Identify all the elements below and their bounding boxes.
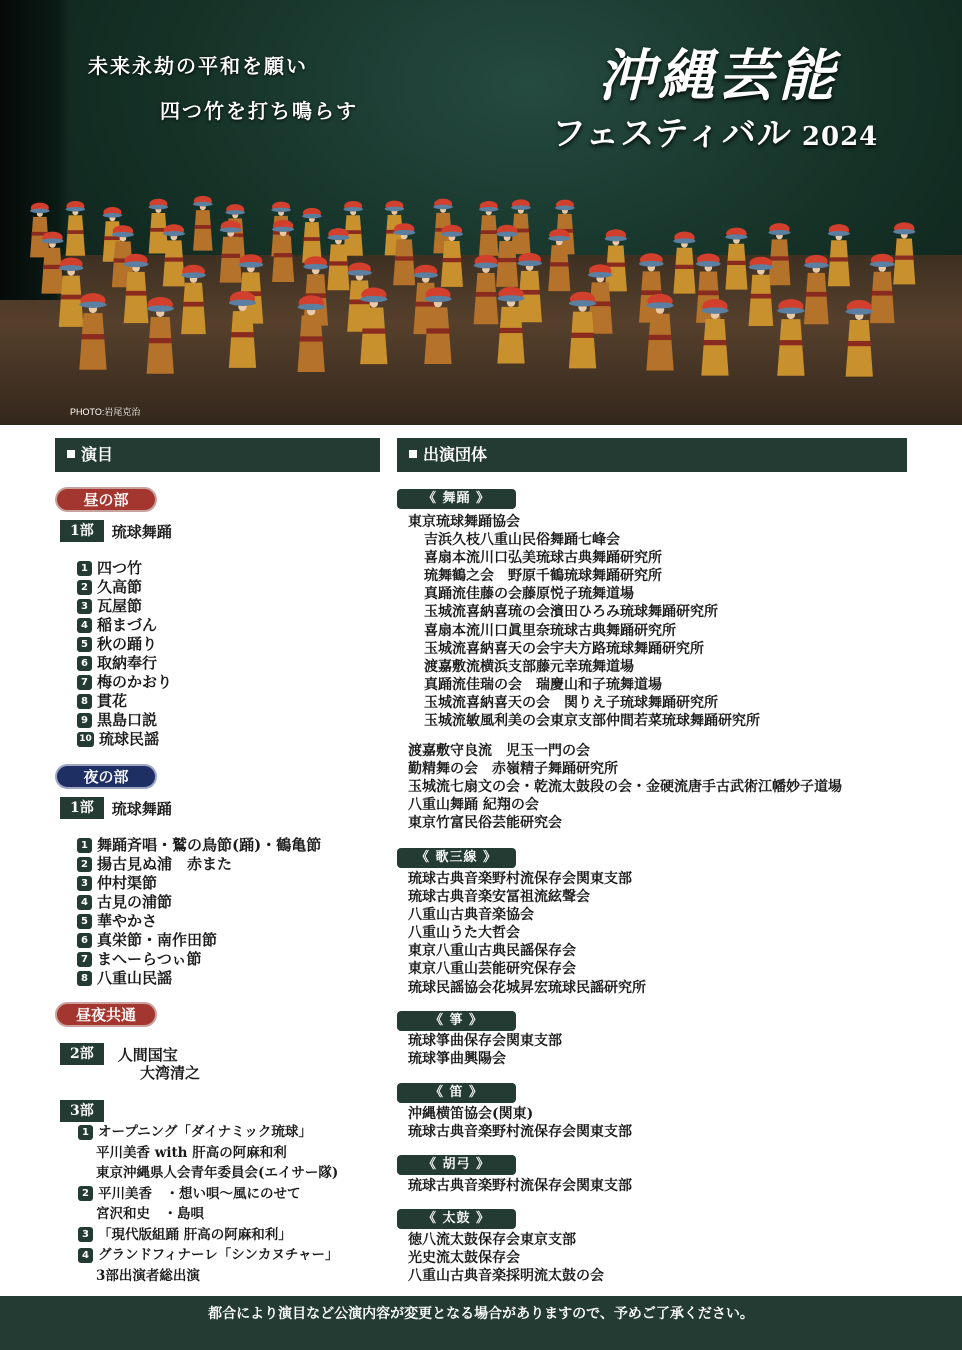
part3-text: 平川美香 ・想い唄〜風にのせて bbox=[98, 1185, 301, 1202]
performer-name: 琉球箏曲興陽会 bbox=[408, 1051, 506, 1068]
number-badge: 7 bbox=[77, 675, 92, 690]
part3-item bbox=[78, 1122, 339, 1143]
number-badge: 7 bbox=[77, 952, 92, 967]
performer-name: 徳八流太鼓保存会東京支部 bbox=[408, 1232, 576, 1248]
dancer-figure bbox=[828, 224, 850, 286]
performer-name: 玉城流喜納喜天の会 関りえ子琉球舞踊研究所 bbox=[424, 694, 718, 711]
number-badge: 4 bbox=[78, 1248, 93, 1263]
program-title: 華やかさ bbox=[97, 912, 158, 930]
performer-name: 玉城流七扇文の会・乾流太鼓段の会・金硬流唐手古武術江幡妙子道場 bbox=[408, 779, 842, 796]
number-badge: 3 bbox=[77, 876, 92, 891]
program-item bbox=[77, 893, 321, 912]
festival-subtitle-text: フェスティバル bbox=[552, 114, 792, 154]
dancer-figure bbox=[496, 225, 518, 287]
performer-name: 玉城流喜納喜天の会宇夫方路琉球舞踊研究所 bbox=[424, 640, 704, 657]
dancer-figure bbox=[479, 201, 499, 256]
program-title: 琉球民謡 bbox=[99, 730, 160, 748]
performer-name: 琉球箏曲保存会関東支部 bbox=[408, 1033, 562, 1049]
number-badge: 1 bbox=[77, 561, 92, 576]
performer-name: 勤精舞の会 赤嶺精子舞踊研究所 bbox=[408, 761, 618, 778]
part3-program-list bbox=[78, 1122, 339, 1286]
performers-header-label: 出演団体 bbox=[423, 445, 488, 464]
footer-notice: 都合により演目など公演内容が変更となる場合がありますので、予めご了承ください。 bbox=[0, 1296, 962, 1350]
program-item bbox=[77, 836, 321, 855]
dancer-figure bbox=[646, 294, 673, 371]
part2-line1: 人間国宝 bbox=[117, 1045, 178, 1064]
part3-text: オープニング「ダイナミック琉球」 bbox=[98, 1124, 312, 1140]
dancer-figure bbox=[149, 199, 169, 254]
program-item bbox=[77, 912, 321, 931]
part3-text: 3部出演者総出演 bbox=[96, 1267, 200, 1284]
night-session-pill: 夜の部 bbox=[55, 764, 157, 789]
performer-group bbox=[408, 513, 760, 730]
performer-name: 東京八重山古典民謡保存会 bbox=[408, 943, 576, 960]
dancer-figure bbox=[59, 258, 84, 327]
number-badge: 10 bbox=[77, 732, 94, 747]
dancer-figure bbox=[474, 255, 499, 324]
dancer-figure bbox=[303, 256, 328, 325]
dancer-figure bbox=[163, 224, 185, 286]
dancers-illustration bbox=[0, 140, 962, 420]
performer-name: 八重山うた大哲会 bbox=[408, 925, 520, 942]
dancer-figure bbox=[124, 254, 149, 323]
part-title: 琉球舞踊 bbox=[111, 799, 172, 818]
common-session-pill: 昼夜共通 bbox=[55, 1002, 157, 1027]
dancer-figure bbox=[220, 221, 242, 283]
number-badge: 5 bbox=[77, 637, 92, 652]
program-item bbox=[77, 673, 172, 692]
performer-name: 玉城流敏風利美の会東京支部仲間若菜琉球舞踊研究所 bbox=[424, 713, 760, 730]
program-title: 揚古見ぬ浦 赤また bbox=[97, 855, 233, 873]
program-title: 貫花 bbox=[97, 692, 128, 710]
dancer-figure bbox=[605, 229, 627, 291]
tagline-1: 未来永劫の平和を願い bbox=[88, 54, 308, 78]
program-item bbox=[77, 950, 321, 969]
dancer-figure bbox=[497, 287, 524, 364]
part3-item bbox=[78, 1225, 339, 1246]
program-title: まへーらつぃ節 bbox=[97, 950, 202, 968]
part3-text: 平川美香 with 肝高の阿麻和利 bbox=[96, 1144, 287, 1161]
number-badge: 3 bbox=[77, 599, 92, 614]
dancer-figure bbox=[441, 225, 463, 287]
dancer-figure bbox=[360, 288, 387, 365]
program-title: 舞踊斉唱・鷲の鳥節(踊)・鶴亀節 bbox=[97, 836, 322, 854]
part2-line2: 大湾清之 bbox=[140, 1064, 201, 1082]
number-badge: 5 bbox=[77, 914, 92, 929]
dancer-figure bbox=[777, 299, 804, 376]
dancer-figure bbox=[66, 201, 86, 256]
part3-text: 「現代版組踊 肝高の阿麻和利」 bbox=[98, 1226, 292, 1243]
number-badge: 4 bbox=[77, 618, 92, 633]
part3-item bbox=[78, 1143, 339, 1164]
dancer-figure bbox=[569, 292, 596, 369]
part3-text: グランドフィナーレ「シンカヌチャー」 bbox=[98, 1247, 339, 1263]
dancer-figure bbox=[846, 300, 873, 377]
performer-name: 琉球古典音楽野村流保存会関東支部 bbox=[408, 1124, 632, 1141]
dancer-figure bbox=[725, 228, 747, 290]
program-item bbox=[77, 559, 172, 578]
performer-group bbox=[408, 1032, 562, 1068]
number-badge: 2 bbox=[78, 1186, 93, 1201]
performer-name: 喜扇本流川口弘美琉球古典舞踊研究所 bbox=[424, 550, 662, 567]
part3-text: 東京沖縄県人会青年委員会(エイサー隊) bbox=[96, 1165, 339, 1181]
program-title: 仲村渠節 bbox=[97, 874, 158, 892]
program-item bbox=[77, 969, 321, 988]
program-title: 秋の踊り bbox=[97, 635, 158, 653]
performer-name: 真踊流佳瑞の会 瑞慶山和子琉舞道場 bbox=[424, 676, 662, 693]
performer-name: 東京竹富民俗芸能研究会 bbox=[408, 815, 562, 832]
dancer-figure bbox=[393, 223, 415, 285]
dancer-figure bbox=[517, 253, 542, 322]
dancer-figure bbox=[893, 222, 915, 284]
program-title: 瓦屋節 bbox=[97, 597, 143, 615]
performer-name: 琉球古典音楽野村流保存会関東支部 bbox=[408, 1178, 632, 1194]
part3-item bbox=[78, 1204, 339, 1225]
dancer-figure bbox=[302, 208, 322, 263]
part3-item bbox=[78, 1245, 339, 1266]
day-session-pill: 昼の部 bbox=[55, 487, 157, 512]
dancer-figure bbox=[272, 220, 294, 282]
performer-name: 琉球古典音楽安冨祖流絃聲会 bbox=[408, 889, 590, 906]
program-title: 八重山民謡 bbox=[97, 969, 173, 987]
performer-name: 琉舞鶴之会 野原千鶴琉球舞踊研究所 bbox=[424, 568, 662, 585]
part3-item bbox=[78, 1266, 339, 1287]
performers-header bbox=[397, 438, 907, 472]
program-item bbox=[77, 692, 172, 711]
dancer-figure bbox=[181, 265, 206, 334]
program-header-label: 演目 bbox=[81, 445, 114, 464]
performer-name: 琉球民謡協会花城昇宏琉球民謡研究所 bbox=[408, 979, 646, 996]
number-badge: 2 bbox=[77, 857, 92, 872]
tagline-2: 四つ竹を打ち鳴らす bbox=[160, 99, 358, 123]
performer-name: 沖縄横笛協会(関東) bbox=[408, 1106, 534, 1122]
number-badge: 3 bbox=[78, 1227, 93, 1242]
common-part3 bbox=[60, 1100, 104, 1122]
number-badge: 6 bbox=[77, 656, 92, 671]
program-title: 稲まづん bbox=[97, 616, 158, 634]
photo-credit: PHOTO:岩尾克治 bbox=[70, 407, 141, 417]
performer-name: 八重山舞踊 紀翔の会 bbox=[408, 797, 539, 814]
day-part1 bbox=[60, 520, 172, 542]
program-header bbox=[55, 438, 380, 472]
performer-name: 東京琉球舞踊協会 bbox=[408, 514, 520, 530]
category-label: 《 舞踊 》 bbox=[397, 489, 516, 509]
program-item bbox=[77, 711, 172, 730]
dancer-figure bbox=[804, 255, 829, 324]
performer-group bbox=[408, 1231, 604, 1285]
performer-name: 八重山古典音楽採明流太鼓の会 bbox=[408, 1268, 604, 1285]
dancer-figure bbox=[768, 223, 790, 285]
dancer-figure bbox=[79, 293, 106, 370]
dancer-figure bbox=[870, 254, 895, 323]
dancer-figure bbox=[343, 201, 363, 256]
number-badge: 4 bbox=[77, 895, 92, 910]
program-title: 黒島口説 bbox=[97, 711, 158, 729]
program-title: 四つ竹 bbox=[97, 559, 143, 577]
dancer-figure bbox=[548, 229, 570, 291]
category-label: 《 笛 》 bbox=[397, 1083, 516, 1103]
dancer-figure bbox=[424, 287, 451, 364]
number-badge: 9 bbox=[77, 713, 92, 728]
program-item bbox=[77, 730, 172, 749]
dancer-figure bbox=[229, 291, 256, 368]
program-item bbox=[77, 874, 321, 893]
part-label: 3部 bbox=[60, 1100, 104, 1122]
program-item bbox=[77, 931, 321, 950]
program-item bbox=[77, 597, 172, 616]
performer-group bbox=[408, 870, 646, 997]
day-program-list bbox=[77, 559, 172, 749]
festival-title: 沖縄芸能 bbox=[598, 43, 838, 109]
number-badge: 6 bbox=[77, 933, 92, 948]
program-item bbox=[77, 578, 172, 597]
performer-name: 光史流太鼓保存会 bbox=[408, 1250, 520, 1267]
hero-photo bbox=[0, 0, 962, 425]
square-icon bbox=[67, 450, 75, 458]
program-item bbox=[77, 635, 172, 654]
part-label: 1部 bbox=[60, 797, 104, 819]
dancer-figure bbox=[749, 257, 774, 326]
number-badge: 8 bbox=[77, 971, 92, 986]
part-title: 琉球舞踊 bbox=[111, 522, 172, 541]
dancer-figure bbox=[193, 196, 213, 251]
performer-name: 東京八重山芸能研究保存会 bbox=[408, 961, 576, 978]
night-part1 bbox=[60, 797, 172, 819]
performer-name: 八重山古典音楽協会 bbox=[408, 907, 534, 924]
part-label: 1部 bbox=[60, 520, 104, 542]
category-label: 《 太鼓 》 bbox=[397, 1209, 516, 1229]
program-title: 古見の浦節 bbox=[97, 893, 173, 911]
category-label: 《 歌三線 》 bbox=[397, 848, 516, 868]
performer-name: 吉浜久枝八重山民俗舞踊七峰会 bbox=[424, 532, 620, 549]
number-badge: 2 bbox=[77, 580, 92, 595]
program-title: 梅のかおり bbox=[97, 673, 173, 691]
program-item bbox=[77, 855, 321, 874]
program-title: 取納奉行 bbox=[97, 654, 158, 672]
number-badge: 1 bbox=[77, 838, 92, 853]
number-badge: 8 bbox=[77, 694, 92, 709]
performer-group bbox=[408, 1177, 632, 1195]
dancer-figure bbox=[673, 232, 695, 294]
night-program-list bbox=[77, 836, 321, 988]
program-item bbox=[77, 616, 172, 635]
dancer-figure bbox=[701, 299, 728, 376]
part3-item bbox=[78, 1163, 339, 1184]
number-badge: 1 bbox=[78, 1125, 93, 1140]
part3-item bbox=[78, 1184, 339, 1205]
performer-name: 喜扇本流川口眞里奈琉球古典舞踊研究所 bbox=[424, 622, 676, 639]
part3-text: 宮沢和史 ・島唄 bbox=[96, 1206, 204, 1222]
performer-name: 琉球古典音楽野村流保存会関東支部 bbox=[408, 871, 632, 887]
performer-name: 渡嘉敷守良流 児玉一門の会 bbox=[408, 743, 590, 759]
program-item bbox=[77, 654, 172, 673]
festival-subtitle bbox=[552, 106, 878, 155]
performer-group bbox=[408, 742, 842, 832]
category-label: 《 胡弓 》 bbox=[397, 1155, 516, 1175]
dancer-figure bbox=[298, 295, 325, 372]
square-icon bbox=[409, 450, 417, 458]
performer-name: 真踊流佳藤の会藤原悦子琉舞道場 bbox=[424, 586, 634, 603]
category-label: 《 箏 》 bbox=[397, 1011, 516, 1031]
program-title: 真栄節・南作田節 bbox=[97, 931, 218, 949]
performer-group bbox=[408, 1105, 632, 1141]
dancer-figure bbox=[327, 228, 349, 290]
performer-name: 玉城流喜納喜琉の会濱田ひろみ琉球舞踊研究所 bbox=[424, 604, 718, 621]
performer-name: 渡嘉敷流横浜支部藤元幸琉舞道場 bbox=[424, 658, 634, 675]
festival-year: 2024 bbox=[801, 122, 879, 152]
part-label: 2部 bbox=[60, 1043, 104, 1065]
dancer-figure bbox=[147, 297, 174, 374]
program-title: 久高節 bbox=[97, 578, 143, 596]
